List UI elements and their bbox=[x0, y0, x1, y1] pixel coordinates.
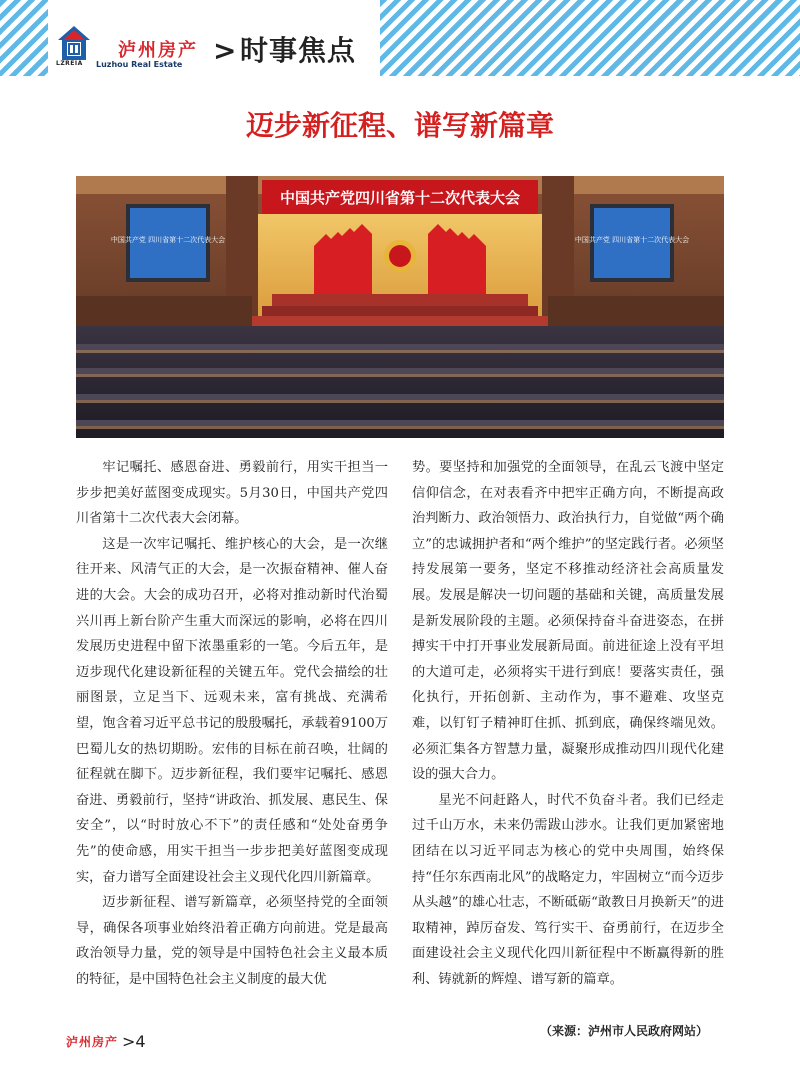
footer-brand: 泸州房产 bbox=[66, 1034, 119, 1049]
brand-english: Luzhou Real Estate bbox=[96, 60, 183, 69]
article-column-right bbox=[412, 455, 724, 992]
screen-right-text: 中国共产党 四川省第十二次代表大会 bbox=[574, 236, 690, 244]
banner-text: 中国共产党四川省第十二次代表大会 bbox=[279, 189, 521, 207]
assembly-hall-photo bbox=[76, 176, 724, 438]
article-title: 迈步新征程、谱写新篇章 bbox=[245, 109, 554, 142]
house-logo-icon bbox=[56, 24, 92, 64]
header-stripe-right bbox=[380, 0, 800, 76]
article-source: （来源：泸州市人民政府网站） bbox=[540, 1024, 709, 1038]
logo-code: LZREIA bbox=[56, 60, 83, 67]
page-footer bbox=[66, 1030, 146, 1052]
brand-name: 泸州房产 bbox=[118, 40, 198, 61]
screen-left-text: 中国共产党 四川省第十二次代表大会 bbox=[110, 236, 226, 244]
article-column-left bbox=[76, 455, 388, 992]
chevron-right-icon: > bbox=[213, 34, 237, 67]
page-number: >4 bbox=[122, 1031, 146, 1051]
header-stripe-left bbox=[0, 0, 48, 76]
assembly-hall-illustration bbox=[76, 176, 724, 438]
paragraph: 这是一次牢记嘱托、维护核心的大会，是一次继往开来、风清气正的大会，是一次振奋精神、催人奋进的大会。大会的成功召开，必将对推动新时代治蜀兴川再上新台阶产生重大而深远的影响，必将在四川发展历史进程中留下浓墨重彩的一笔。今后五年，是迈步现代化建设新征程的关键五年。党代会描绘的壮丽图景，立足当下、远观未来，富有挑战、充满希望，饱含着习近平总书记的殷殷嘱托，承载着9100万巴蜀儿女的热切期盼。宏伟的目标在前召唤，壮阔的征程就在脚下。迈步新征程，我们要牢记嘱托、感恩奋进、勇毅前行，坚持“讲政治、抓发展、惠民生、保安全”，以“时时放心不下”的责任感和“处处奋勇争先”的使命感，用实干担当一步步把美好蓝图变成现实，奋力谱写全面建设社会主义现代化四川新篇章。 bbox=[76, 536, 388, 885]
section-title: 时事焦点 bbox=[240, 34, 357, 67]
paragraph: 牢记嘱托、感恩奋进、勇毅前行，用实干担当一步步把美好蓝图变成现实。5月30日，中国共产党四川省第十二次代表大会闭幕。 bbox=[76, 460, 388, 527]
paragraph: 迈步新征程、谱写新篇章，必须坚持党的全面领导，确保各项事业始终沿着正确方向前进。党是最高政治领导力量，党的领导是中国特色社会主义最本质的特征，是中国特色社会主义制度的最大优 bbox=[76, 895, 388, 987]
paragraph: 势。要坚持和加强党的全面领导，在乱云飞渡中坚定信仰信念，在对表看齐中把牢正确方向，不断提高政治判断力、政治领悟力、政治执行力，自觉做“两个确立”的忠诚拥护者和“两个维护”的坚定践行者。必须坚持发展第一要务，坚定不移推动经济社会高质量发展。发展是解决一切问题的基础和关键，高质量发展是新发展阶段的主题。必须保持奋斗奋进姿态，在拼搏实干中打开事业发展新局面。前进征途上没有平坦的大道可走，必须将实干进行到底！要落实责任，强化执行，开拓创新、主动作为，事不避难、攻坚克难，以钉钉子精神盯住抓、抓到底，确保终端见效。必须汇集各方智慧力量，凝聚形成推动四川现代化建设的强大合力。 bbox=[412, 460, 724, 783]
paragraph: 星光不问赶路人，时代不负奋斗者。我们已经走过千山万水，未来仍需跋山涉水。让我们更加紧密地团结在以习近平同志为核心的党中央周围，始终保持“任尔东西南北风”的战略定力，牢固树立“而今迈步从头越”的雄心壮志，不断砥砺“敢教日月换新天”的进取精神，踔厉奋发、笃行实干、奋勇前行，在迈步全面建设社会主义现代化四川新征程中不断赢得新的胜利、铸就新的辉煌、谱写新的篇章。 bbox=[412, 792, 724, 987]
